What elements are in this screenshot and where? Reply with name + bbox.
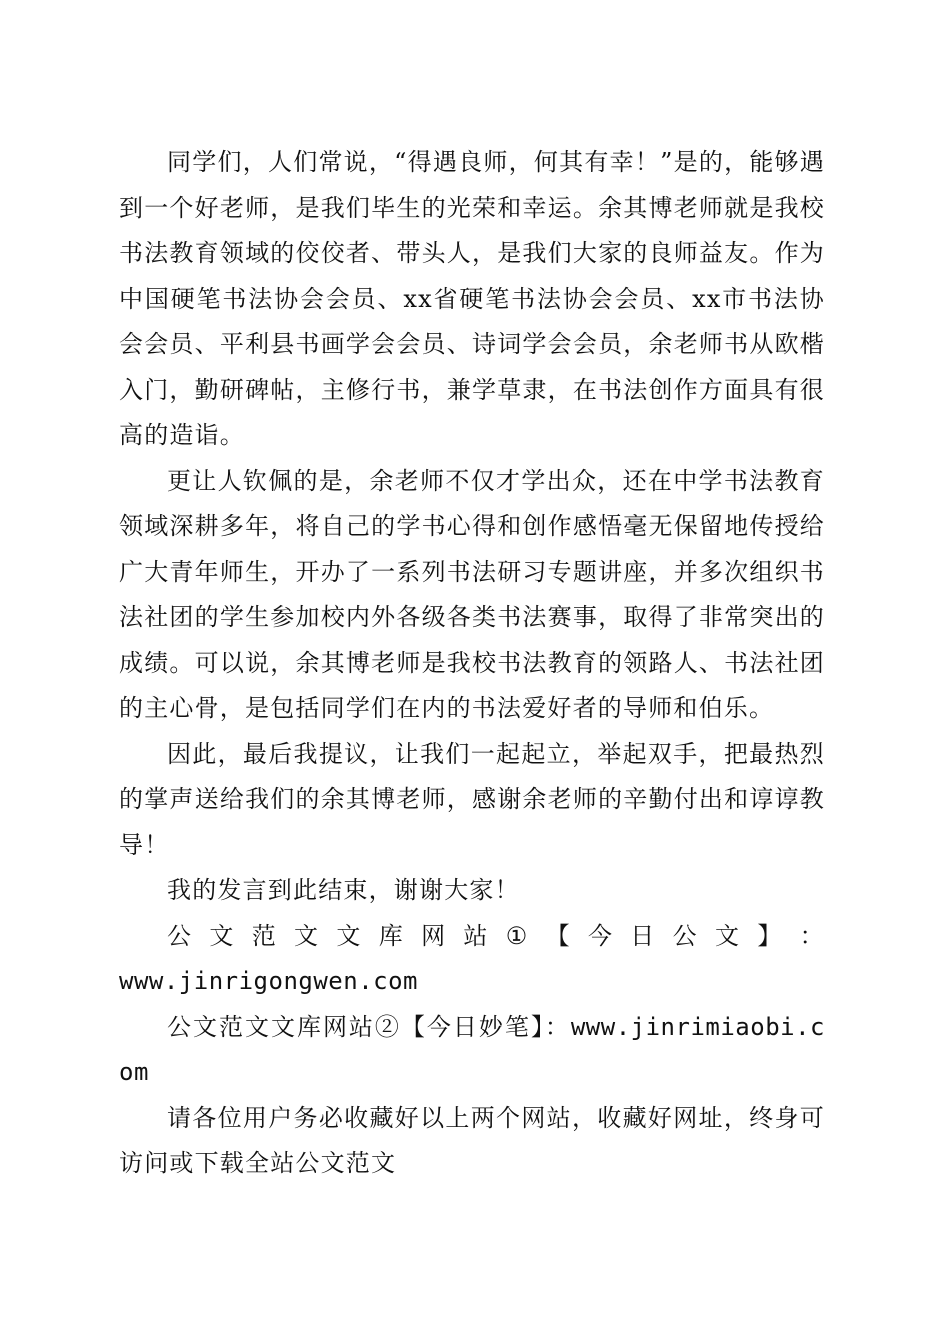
- document-body: [119, 140, 825, 1187]
- site1-label-line: [119, 914, 825, 960]
- site2-url[interactable]: www.jinrimiaobi.com: [119, 1012, 825, 1086]
- site1-char: 今: [587, 921, 614, 950]
- site1-char: ①: [505, 921, 529, 950]
- site1-char: 文: [714, 921, 741, 950]
- site1-char: 公: [167, 921, 193, 950]
- site1-char: 库: [378, 921, 404, 950]
- site1-char: 公: [672, 921, 698, 950]
- site1-char: 网: [421, 921, 447, 950]
- site1-url[interactable]: www.jinrigongwen.com: [119, 967, 418, 995]
- site1-char: 范: [251, 921, 277, 950]
- site1-block: [119, 914, 825, 1005]
- site2-line: [119, 1005, 825, 1096]
- site2-label: 公文范文文库网站②【今日妙笔】：: [167, 1012, 571, 1041]
- site1-char: 】: [757, 921, 783, 950]
- paragraph-admiration: 更让人钦佩的是，余老师不仅才学出众，还在中学书法教育领域深耕多年，将自己的学书心得和创作感悟毫无保留地传授给广大青年师生，开办了一系列书法研习专题讲座，并多次组织书法社团的学生参加校内外各级各类书法赛事，取得了非常突出的成绩。可以说，余其博老师是我校书法教育的领路人、书法社团的主心骨，是包括同学们在内的书法爱好者的导师和伯乐。: [119, 466, 825, 722]
- site1-char: 站: [463, 921, 489, 950]
- site1-char: ：: [799, 921, 825, 950]
- site1-char: 【: [545, 921, 571, 950]
- site1-char: 文: [336, 921, 362, 950]
- paragraph-notice: 请各位用户务必收藏好以上两个网站，收藏好网址，终身可访问或下载全站公文范文: [119, 1103, 825, 1177]
- site1-char: 日: [630, 921, 656, 950]
- site1-char: 文: [209, 921, 235, 950]
- paragraph-proposal: 因此，最后我提议，让我们一起起立，举起双手，把最热烈的掌声送给我们的余其博老师，感谢余老师的辛勤付出和谆谆教导！: [119, 739, 825, 859]
- paragraph-intro: 同学们，人们常说，“得遇良师，何其有幸！”是的，能够遇到一个好老师，是我们毕生的光荣和幸运。余其博老师就是我校书法教育领域的佼佼者、带头人，是我们大家的良师益友。作为中国硬笔书法协会会员、xx省硬笔书法协会会员、xx市书法协会会员、平利县书画学会会员、诗词学会会员，余老师书从欧楷入门，勤研碑帖，主修行书，兼学草隶，在书法创作方面具有很高的造诣。: [119, 148, 825, 449]
- site1-char: 文: [294, 921, 320, 950]
- paragraph-closing: 我的发言到此结束，谢谢大家！: [167, 876, 520, 904]
